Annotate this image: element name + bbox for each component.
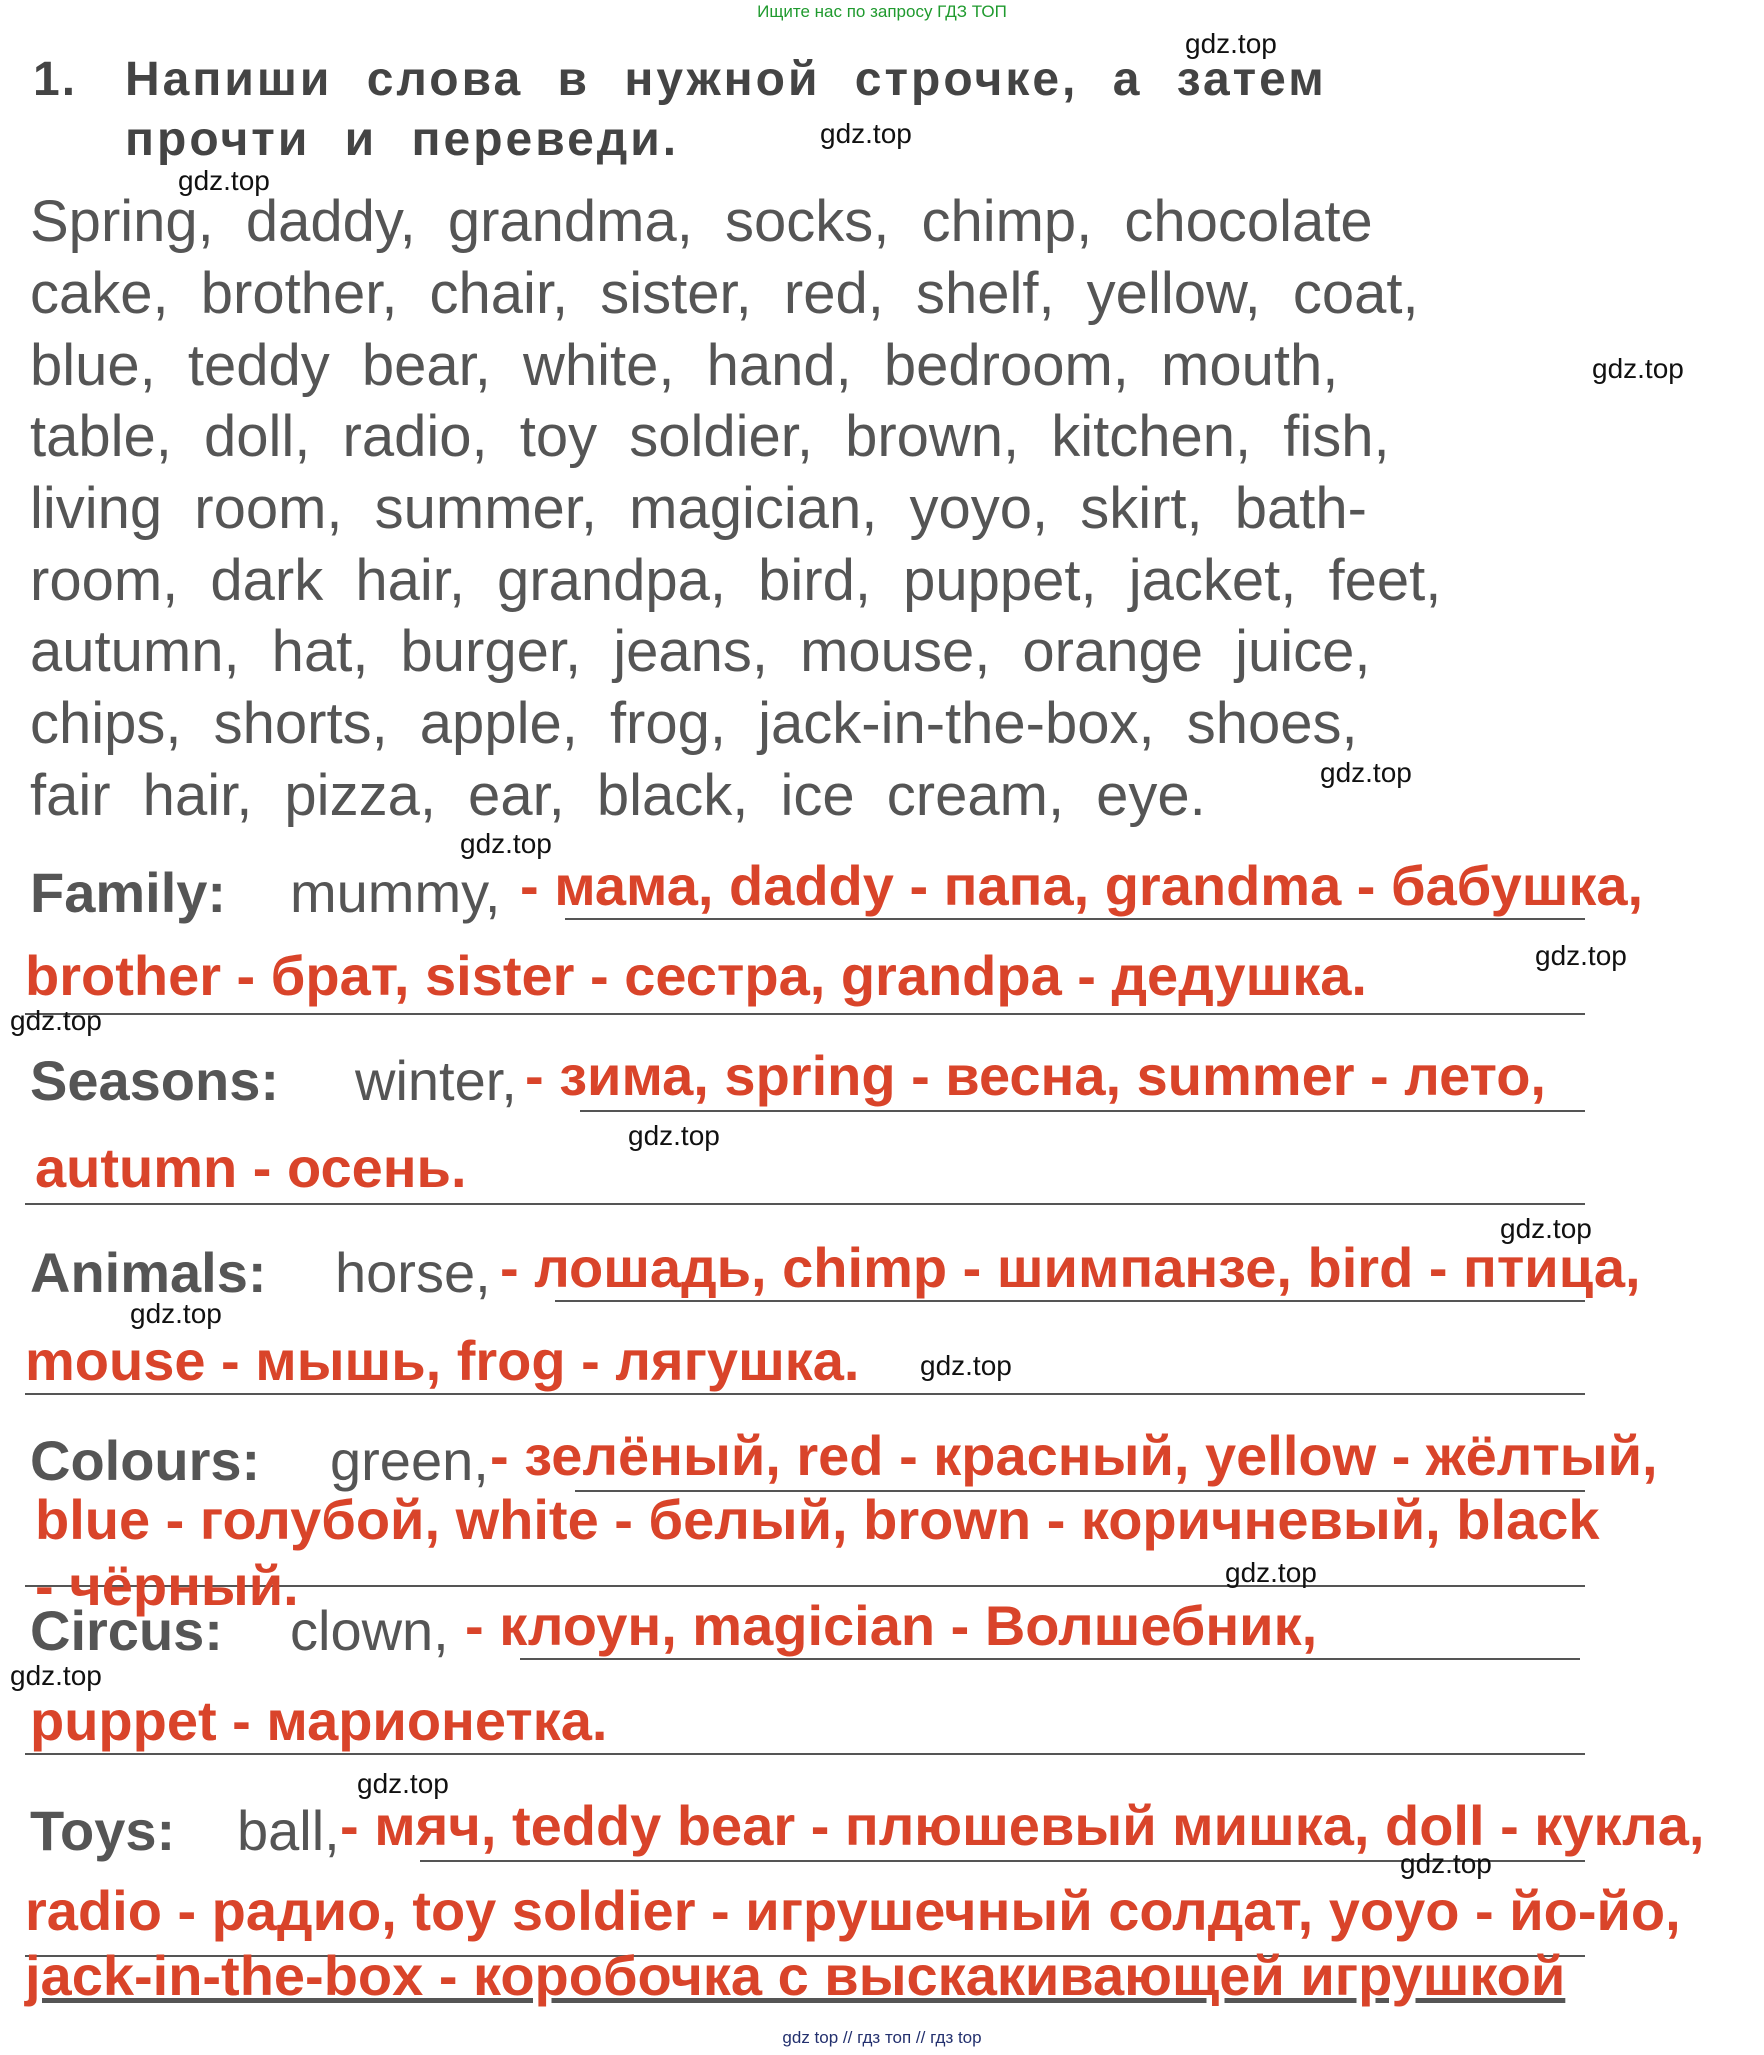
watermark: gdz.top (1592, 353, 1684, 384)
category-sample-colours: green, (330, 1429, 489, 1492)
word-list-line: blue, teddy bear, white, hand, bedroom, mouth, (30, 333, 1339, 398)
watermark: gdz.top (820, 118, 912, 149)
watermark: gdz.top (1400, 1848, 1492, 1879)
word-list-line: room, dark hair, grandpa, bird, puppet, jacket, feet, (30, 548, 1442, 613)
answer-rule (565, 918, 1585, 920)
answer-colours-line-3: - чёрный. (35, 1554, 299, 1617)
category-sample-seasons: winter, (355, 1049, 517, 1112)
answer-seasons-line-1: - зима, spring - весна, summer - лето, (525, 1044, 1546, 1107)
answer-family-line-1: - мама, daddy - папа, grandma - бабушка, (520, 854, 1644, 917)
category-sample-animals: horse, (335, 1241, 491, 1304)
answer-colours-line-1: - зелёный, red - красный, yellow - жёлтый, (490, 1424, 1658, 1487)
answer-rule (25, 1753, 1585, 1755)
category-label-circus: Circus: (30, 1599, 223, 1662)
watermark: gdz.top (920, 1350, 1012, 1381)
answer-rule (520, 1658, 1580, 1660)
watermark: gdz.top (178, 165, 270, 196)
answer-family-line-2: brother - брат, sister - сестра, grandpa - дедушка. (25, 944, 1367, 1007)
word-list-line: cake, brother, chair, sister, red, shelf, yellow, coat, (30, 261, 1419, 326)
watermark: gdz.top (628, 1120, 720, 1151)
watermark: gdz.top (130, 1298, 222, 1329)
answer-seasons-line-2: autumn - осень. (35, 1136, 467, 1199)
watermark: gdz.top (357, 1768, 449, 1799)
watermark: gdz.top (1535, 940, 1627, 971)
watermark: gdz.top (1500, 1213, 1592, 1244)
search-banner: Ищите нас по запросу ГДЗ ТОП (757, 2, 1007, 21)
task-instruction-line-2: прочти и переведи. (125, 113, 680, 166)
watermark: gdz.top (10, 1660, 102, 1691)
answer-circus-line-1: - клоун, magician - Волшебник, (465, 1594, 1318, 1657)
watermark: gdz.top (460, 828, 552, 859)
watermark: gdz.top (1320, 757, 1412, 788)
answer-rule (25, 1013, 1585, 1015)
answer-toys-line-3: jack-in-the-box - коробочка с выскакивающей игрушкой (25, 1944, 1566, 2007)
category-label-toys: Toys: (30, 1799, 176, 1862)
category-sample-toys: ball, (237, 1799, 340, 1862)
word-list-line: chips, shorts, apple, frog, jack-in-the-box, shoes, (30, 691, 1358, 756)
answer-toys-line-2: radio - радио, toy soldier - игрушечный солдат, yoyo - йо-йо, (25, 1879, 1681, 1942)
answer-rule (25, 1393, 1585, 1395)
answer-animals-line-1: - лошадь, chimp - шимпанзе, bird - птица, (500, 1236, 1641, 1299)
category-label-seasons: Seasons: (30, 1049, 279, 1112)
answer-colours-line-2: blue - голубой, white - белый, brown - коричневый, black (35, 1488, 1600, 1551)
answer-circus-line-2: puppet - марионетка. (30, 1689, 608, 1752)
category-sample-family: mummy, (290, 861, 501, 924)
footer-watermark: gdz top // гдз топ // гдз top (782, 2028, 982, 2047)
answer-rule (555, 1300, 1585, 1302)
answer-toys-line-1: - мяч, teddy bear - плюшевый мишка, doll - кукла, (340, 1794, 1705, 1857)
word-list-line: fair hair, pizza, ear, black, ice cream, eye. (30, 763, 1206, 828)
answer-animals-line-2: mouse - мышь, frog - лягушка. (25, 1329, 860, 1392)
task-instruction-line-1: Напиши слова в нужной строчке, а затем (125, 53, 1327, 106)
word-list-line: Spring, daddy, grandma, socks, chimp, chocolate (30, 189, 1373, 254)
watermark: gdz.top (10, 1005, 102, 1036)
watermark: gdz.top (1225, 1557, 1317, 1588)
word-list-line: table, doll, radio, toy soldier, brown, kitchen, fish, (30, 404, 1390, 469)
answer-rule (580, 1110, 1585, 1112)
word-list-line: living room, summer, magician, yoyo, skirt, bath- (30, 476, 1367, 541)
category-label-animals: Animals: (30, 1241, 267, 1304)
answer-rule (25, 1203, 1585, 1205)
category-label-family: Family: (30, 861, 227, 924)
word-list-line: autumn, hat, burger, jeans, mouse, orange juice, (30, 619, 1371, 684)
watermark: gdz.top (1185, 28, 1277, 59)
category-label-colours: Colours: (30, 1429, 261, 1492)
category-sample-circus: clown, (290, 1599, 449, 1662)
task-number: 1. (33, 53, 78, 106)
